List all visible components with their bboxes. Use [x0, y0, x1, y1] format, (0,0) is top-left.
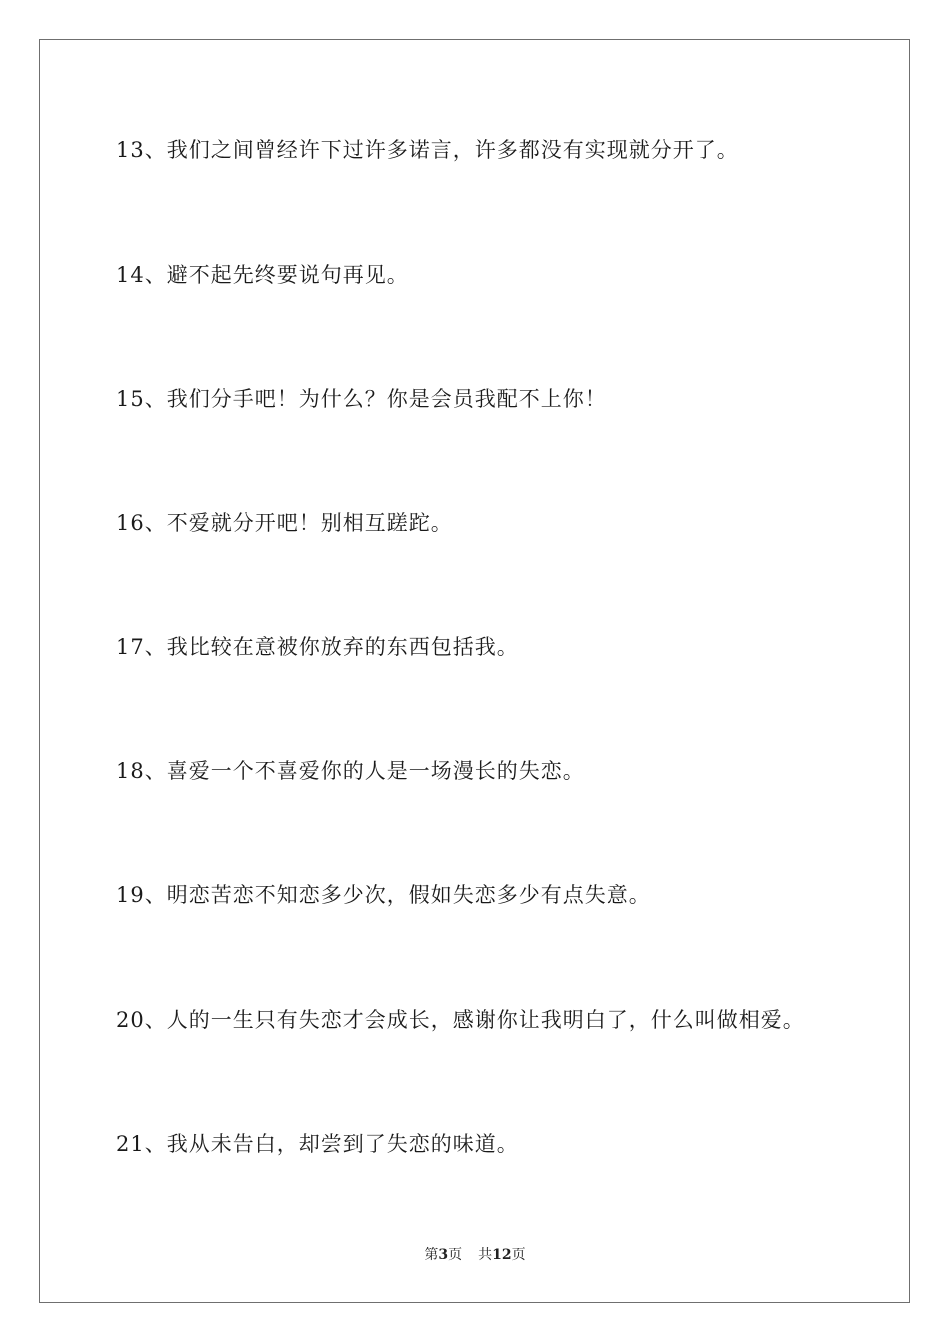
entry-19: 19、明恋苦恋不知恋多少次，假如失恋多少有点失意。	[116, 883, 651, 907]
footer-total-prefix: 共	[478, 1247, 493, 1263]
footer-total-number: 12	[492, 1247, 512, 1263]
footer-page-number: 3	[438, 1247, 449, 1263]
entry-16: 16、不爱就分开吧！别相互蹉跎。	[116, 511, 453, 535]
footer-page-prefix: 第	[424, 1247, 439, 1263]
entry-18: 18、喜爱一个不喜爱你的人是一场漫长的失恋。	[116, 759, 585, 783]
entry-17: 17、我比较在意被你放弃的东西包括我。	[116, 635, 519, 659]
footer-page-suffix: 页	[448, 1247, 463, 1263]
page-footer	[0, 1246, 950, 1264]
entry-15: 15、我们分手吧！为什么？你是会员我配不上你！	[116, 387, 607, 411]
entry-20: 20、人的一生只有失恋才会成长，感谢你让我明白了，什么叫做相爱。	[116, 1008, 805, 1032]
page-frame	[39, 39, 910, 1303]
entry-13: 13、我们之间曾经许下过许多诺言，许多都没有实现就分开了。	[116, 138, 739, 162]
entry-21: 21、我从未告白，却尝到了失恋的味道。	[116, 1132, 519, 1156]
footer-total-suffix: 页	[511, 1247, 526, 1263]
entry-14: 14、避不起先终要说句再见。	[116, 263, 409, 287]
